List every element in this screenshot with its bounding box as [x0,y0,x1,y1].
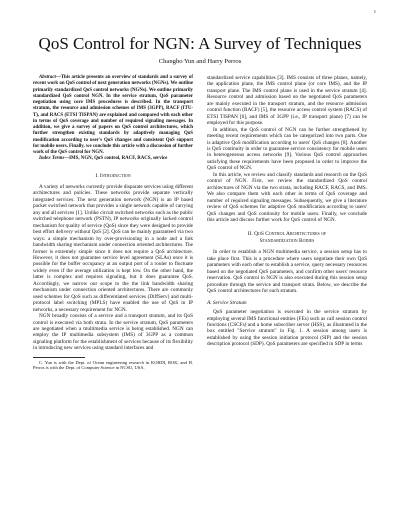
abstract-text: —This article presents an overview of standards and a survey of recent work on QoS control of next generation networks (NGNs). We outline primarily standardized QoS control networks (NGNs). We outline primarily standardized QoS control NGN. In the service stratum, QoS parameter negotiation using core IMS procedures is described. In the transport stratum, the resource and admission schemes of IMS (3GPP), RACF (ITU-T), and RACS (ETSI TISPAN) are explained and compared with each other in terms of QoS coverage and number of required signaling messages. In addition, we give a survey of papers on QoS control architectures, which further strengthen existing standards by adaptively managing QoS modification according to user's QoS changes and consistent QoS support for mobile users. Finally, we conclude this article with a discussion of further work of the QoS control for NGN. [33,75,193,155]
intro-paragraph-2: NGN broadly consists of a service and a transport stratum, and its QoS control is executed via both strata. In the service stratum, QoS parameters are negotiated when a multimedia service is being established. NGN can employ the IP multimedia subsystem (IMS) of 3GPP as a common signaling platform for the establishment of services because of its flexibility in introducing new services using standard interfaces and [33,313,193,352]
subsection-heading-service-stratum: A. Service Stratum [207,299,247,306]
page-number: 1 [373,9,376,14]
index-terms [33,156,193,162]
section2-paragraph-1: In order to establish a NGN multimedia service, a session setup has to take place first. This is a procedure where users negotiate their own QoS parameters with each other to establish a service, query necessary resources based on the negotiated QoS parameters, and confirm other users' resource reservation. QoS control in NGN is also executed during this session setup procedure through the service and transport strata. Below, we describe the QoS control architectures for each stratum. [207,249,367,295]
intro-paragraph-1: A variety of networks currently provide disparate services using different architectures and policies. These networks provide separate vertically integrated services. The next generation network (NGN) is an IP based packet switched network that provides a single network capable of carrying any and all services [1]. Unlike circuit switched networks such as the public switched telephone network (PSTN), IP networks originally lacked control mechanism for quality of service (QoS) since they were designed to provide best effort delivery without QoS [2]. QoS can be mainly guaranteed via two ways: a simple mechanism by over-provisioning in a node and a link bandwidth sharing mechanism under connection oriented architectures. The former is extremely simple since it does not require a QoS architecture. However, it does not guarantee service level agreement (SLAs) once it is possible for the buffer occupancy at an output port of a router to fluctuate widely even if the average utilization is kept low. On the other hand, the latter is complex and requires signaling, but it does guarantee QoS. Accordingly, we narrow our scope to the the link bandwidth sharing mechanism under connection oriented architectures. There are commonly used schemes for QoS such as differentiated services (DiffServ) and multi-protocol label switching (MPLS) have enabled the use of QoS in IP networks, a necessary requirement for NGN. [33,184,193,313]
left-column [33,75,193,371]
paper-authors: Changho Yun and Harry Perros [158,58,242,65]
footnote-rule [33,357,85,358]
right-column [207,75,367,348]
intro-paragraph-3: In addition, the QoS control of NGN can be further strengthened by meeting recent requirements which can be categorized into two parts. One is adaptive QoS modification according to users' QoS changes [8]. Another is QoS continuity in order to guarantee service consistency for mobile users in heterogeneous access networks [9]. Various QoS control approaches satisfying these requirements have been proposed in order to improve the QoS control of NGN. [207,126,367,172]
service-stratum-paragraph: QoS parameter negotiation is executed in the service stratum by employing several IMS functional entities (FEs) such as call session control functions (CSCFs) and a home subscriber server (HSS), as illustrated in the box entitled "Service stratum" in Fig. 1. A session among users is established by using the session initiation protocol (SIP) and the session description protocol (SDP). QoS parameters are specified in SDP in terms [207,309,367,348]
section-heading-qos-architectures [207,231,367,244]
intro-paragraph-4: In this article, we review and classify standards and research on the QoS control of NGN. First, we review the standardized QoS control architectures of NGN via the two strata, including RACF, RACS, and IMS. We also compare them with each other in terms of QoS coverage and number of required signaling messages. Subsequently, we give a literature review of QoS schemes for adaptive QoS modification according to users' QoS changes and QoS continuity for mobile users. Finally, we conclude this article and discuss further work for QoS control of NGN. [207,171,367,223]
paper-title: QoS Control for NGN: A Survey of Techniques [38,34,362,53]
section-heading-line-1: II. QoS Control Architectures of [247,231,327,238]
section-heading-introduction: I. Introduction [95,172,131,179]
index-terms-label: Index Terms [39,156,65,162]
intro-paragraph-continued: standardized service capabilities [3]. IMS consists of three planes, namely, the application plane, the IMS control plane (or core IMS), and the IP transport plane. The IMS control plane is used in the service stratum [4]. Resource control and admission based on the negotiated QoS parameters are mainly executed in the transport stratum, and the resource admission control function (RACF) [5], the resource access control system (RACS) of ETSI TISPAN [6], and IMS of 3GPP (i.e., IP transport plane) [7] can be employed for this purpose. [207,75,367,127]
abstract-label: Abstract [39,75,56,80]
footnote: C. Yun is with the Dept. of Ocean engineering research in KORDI, ROK, and H. Perros is with the Dept. of Computer Science in NCSU, USA. [33,359,193,371]
section-heading-line-2: Standardization Bodies [259,237,315,244]
abstract [33,75,193,156]
index-terms-text: —IMS, NGN, QoS control, RACF, RACS, service [64,156,168,162]
